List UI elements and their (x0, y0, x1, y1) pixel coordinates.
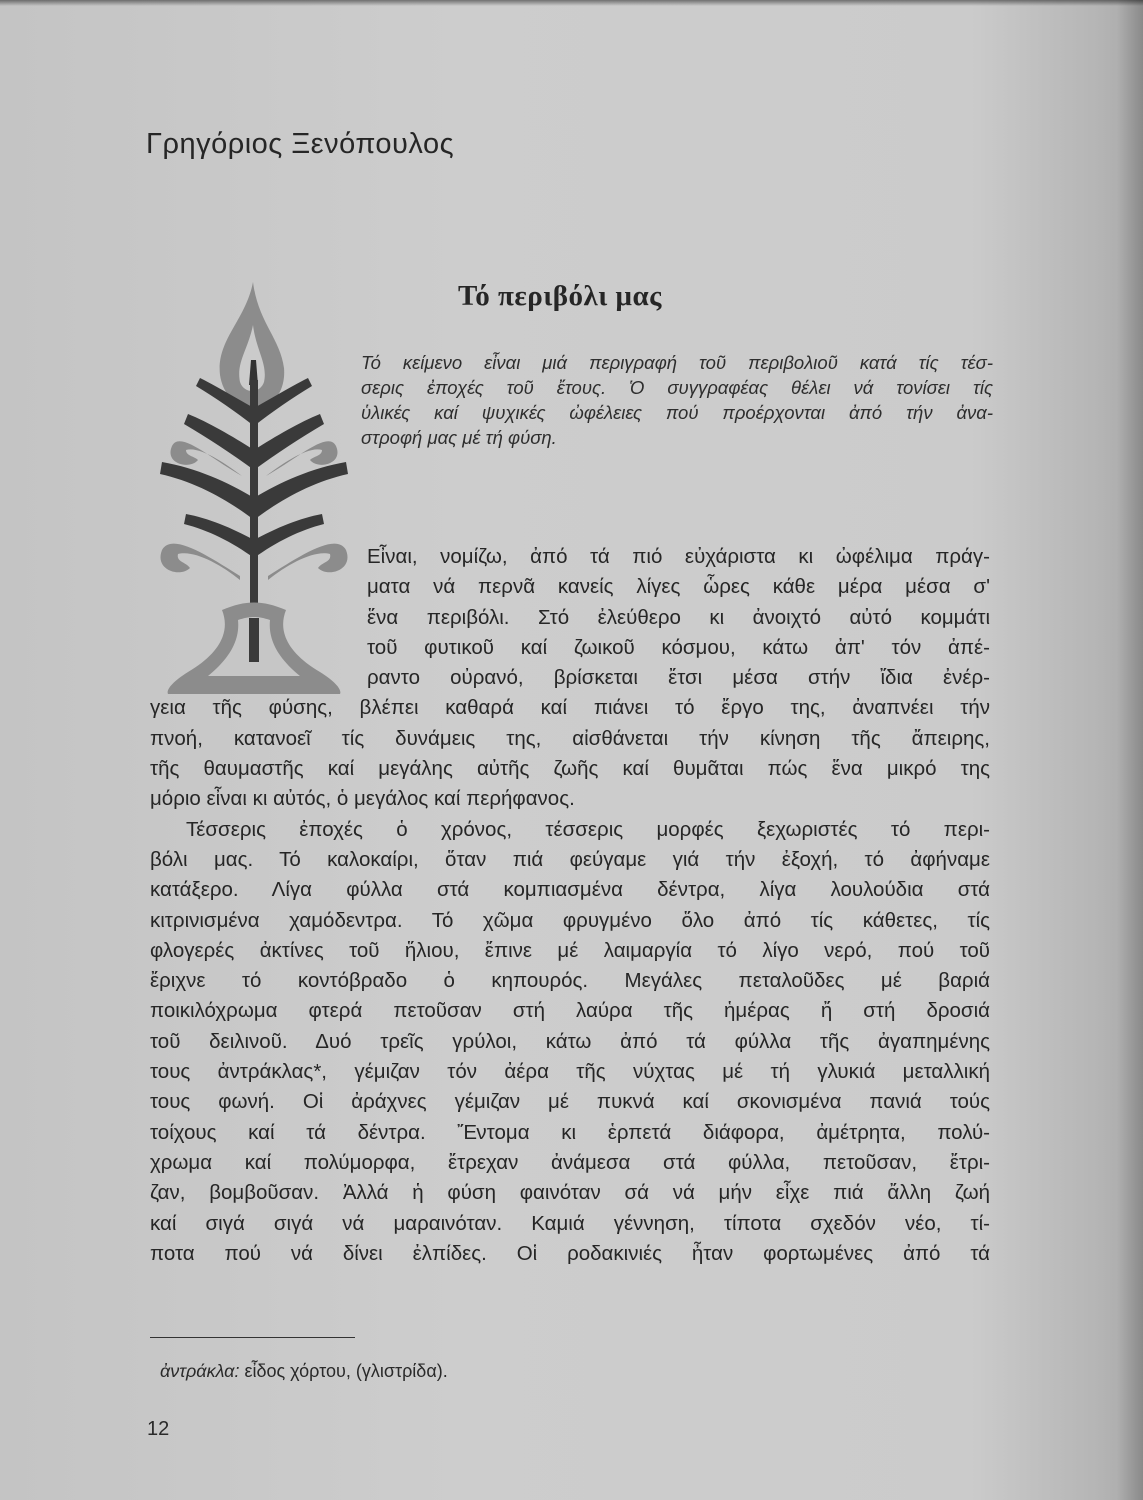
intro-line: ὑλικές καί ψυχικές ὠφέλειες πού προέρχονται ἀπό τήν ἀνα- (361, 402, 993, 423)
body-line: ἔριχνε τό κοντόβραδο ὁ κηπουρός. Μεγάλες πεταλοῦδες μέ βαριά (150, 969, 990, 993)
body-line: ἕνα περιβόλι. Στό ἐλεύθερο κι ἀνοιχτό αὐτό κομμάτι (367, 605, 990, 629)
intro-line: Τό κείμενο εἶναι μιά περιγραφή τοῦ περιβολιοῦ κατά τίς τέσ- (361, 352, 993, 373)
body-line: τοῦ δειλινοῦ. Δυό τρεῖς γρύλοι, κάτω ἀπό τά φύλλα τῆς ἀγαπημένης (150, 1029, 990, 1053)
body-line: Εἶναι, νομίζω, ἀπό τά πιό εὐχάριστα κι ὠφέλιμα πράγ- (367, 545, 990, 568)
main-text (150, 542, 990, 1269)
body-line: ραντο οὐρανό, βρίσκεται ἔτσι μέσα στήν ἴδια ἐνέρ- (367, 666, 990, 690)
intro-line: σερις ἐποχές τοῦ ἔτους. Ὁ συγγραφέας θέλει νά τονίσει τίς (361, 377, 993, 398)
intro-summary (361, 350, 993, 450)
body-line: ζαν, βομβοῦσαν. Ἀλλά ἡ φύση φαινόταν σά νά μήν εἶχε πιά ἄλλη ζωή (150, 1181, 990, 1205)
body-line: μόριο εἶναι κι αὐτός, ὁ μεγάλος καί περήφανος. (150, 787, 575, 811)
footnote-divider (150, 1337, 355, 1338)
body-line: καί σιγά σιγά νά μαραινόταν. Καμιά γέννηση, τίποτα σχεδόν νέο, τί- (150, 1211, 990, 1235)
body-line: ποτα πού νά δίνει ἐλπίδες. Οἱ ροδακινιές ἦταν φορτωμένες ἀπό τά (150, 1241, 990, 1265)
body-line: γεια τῆς φύσης, βλέπει καθαρά καί πιάνει τό ἔργο της, ἀναπνέει τήν (150, 696, 990, 720)
footnote (160, 1361, 448, 1382)
footnote-definition: εἶδος χόρτου, (γλιστρίδα). (239, 1361, 448, 1381)
body-line: τοίχους καί τά δέντρα. Ἔντομα κι ἑρπετά διάφορα, ἀμέτρητα, πολύ- (150, 1120, 990, 1144)
body-line: κατάξερο. Λίγα φύλλα στά κομπιασμένα δέντρα, λίγα λουλούδια στά (150, 878, 990, 902)
author-name: Γρηγόριος Ξενόπουλος (146, 128, 455, 160)
page-edge-shadow (1117, 0, 1143, 1500)
body-line: τῆς θαυμαστῆς καί μεγάλης αὐτῆς ζωῆς καί θυμᾶται πώς ἕνα μικρό της (150, 757, 990, 781)
footnote-term: ἀντράκλα: (160, 1361, 240, 1381)
body-line: φλογερές ἀκτίνες τοῦ ἥλιου, ἔπινε μέ λαιμαργία τό λίγο νερό, πού τοῦ (150, 938, 990, 962)
body-line: Τέσσερις ἐποχές ὁ χρόνος, τέσσερις μορφές ξεχωριστές τό περι- (186, 817, 990, 841)
body-line: ματα νά περνᾶ κανείς λίγες ὧρες κάθε μέρα μέσα σ' (367, 575, 990, 599)
body-line: τους φωνή. Οἱ ἀράχνες γέμιζαν μέ πυκνά καί σκονισμένα πανιά τούς (150, 1090, 990, 1114)
chapter-title: Τό περιβόλι μας (458, 280, 662, 312)
body-line: βόλι μας. Τό καλοκαίρι, ὅταν πιά φεύγαμε γιά τήν ἐξοχή, τό ἀφήναμε (150, 847, 990, 871)
body-line: τους ἀντράκλας*, γέμιζαν τόν ἀέρα τῆς νύχτας μέ τή γλυκιά μεταλλική (150, 1060, 990, 1084)
body-line: πνοή, κατανοεῖ τίς δυνάμεις της, αἰσθάνεται τήν κίνηση τῆς ἄπειρης, (150, 726, 990, 750)
page-number: 12 (147, 1418, 170, 1440)
intro-line: στροφή μας μέ τή φύση. (361, 427, 557, 448)
body-line: τοῦ φυτικοῦ καί ζωικοῦ κόσμου, κάτω ἀπ' τόν ἀπέ- (367, 635, 990, 659)
body-line: κιτρινισμένα χαμόδεντρα. Τό χῶμα φρυγμένο ὅλο ἀπό τίς κάθετες, τίς (150, 908, 990, 932)
body-line: χρωμα καί πολύμορφα, ἔτρεχαν ἀνάμεσα στά φύλλα, πετοῦσαν, ἔτρι- (150, 1150, 990, 1174)
page-top-shadow (0, 0, 1143, 6)
body-line: ποικιλόχρωμα φτερά πετοῦσαν στή λαύρα τῆς ἡμέρας ἤ στή δροσιά (150, 999, 990, 1023)
